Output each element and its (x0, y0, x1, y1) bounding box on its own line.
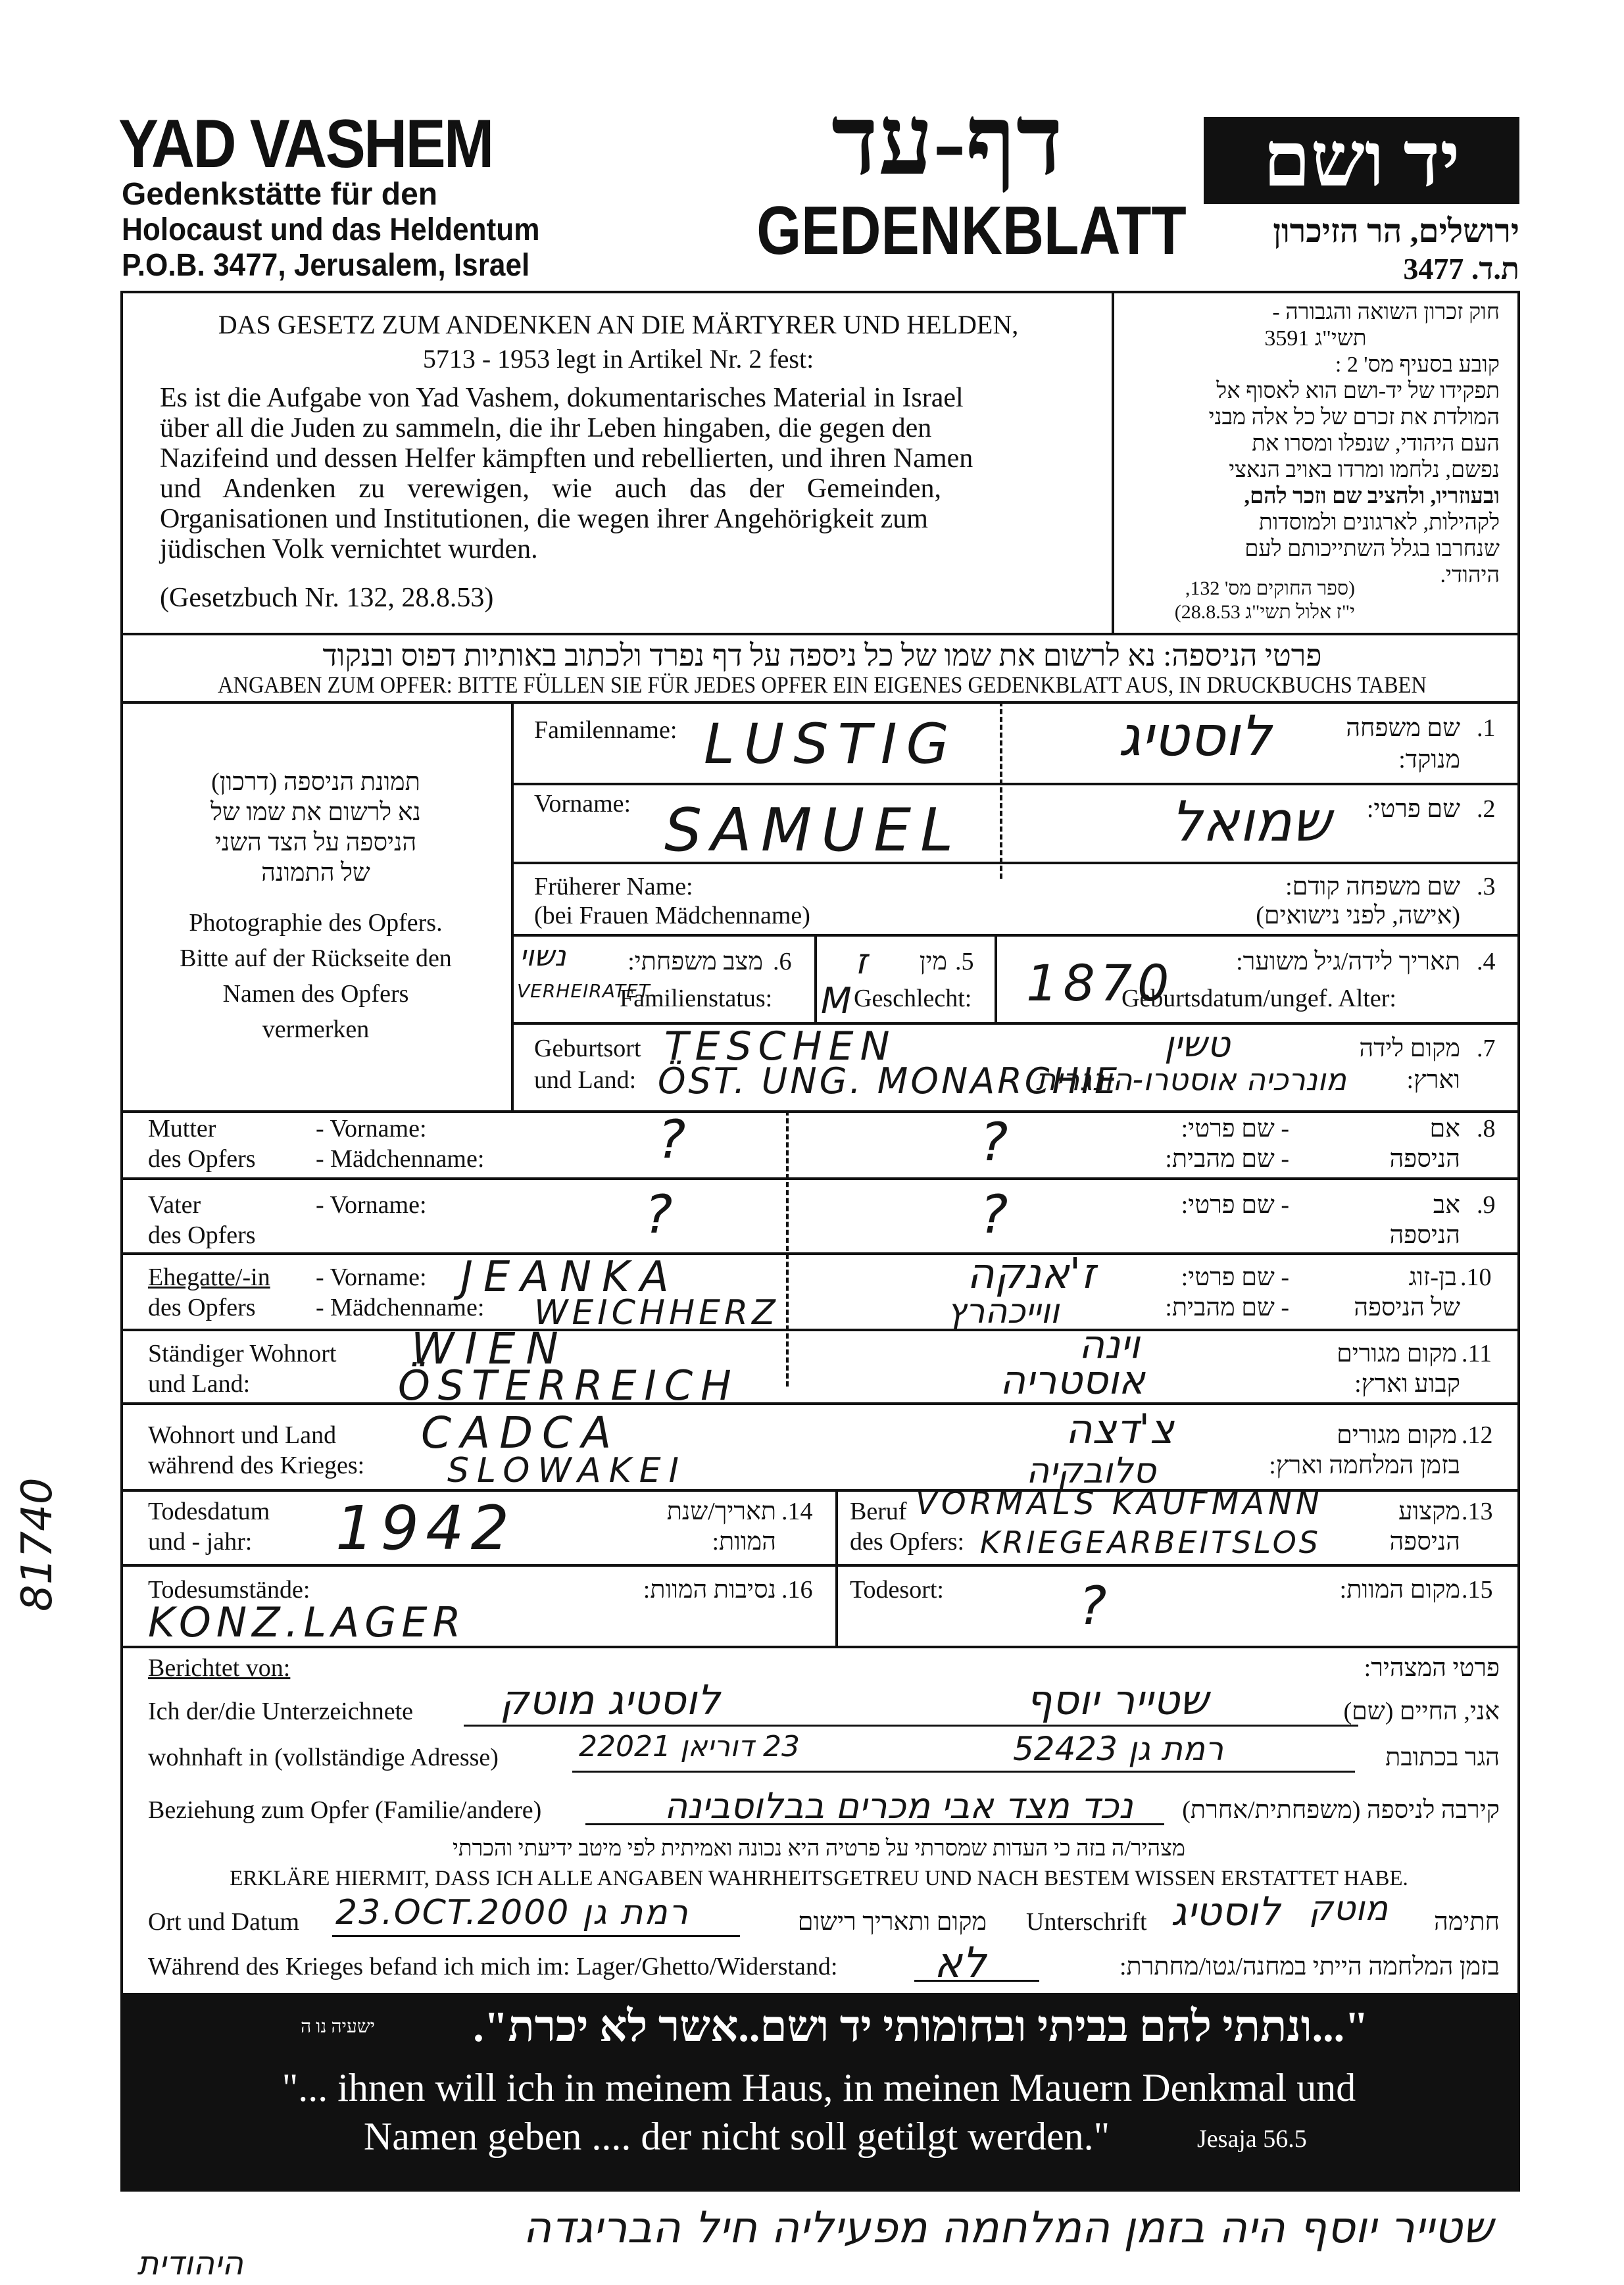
field-11-value-country-he[interactable]: אוסטריה (1000, 1358, 1145, 1404)
field-15-label-he: מקום המוות: (1339, 1576, 1460, 1604)
field-14-value[interactable]: 1942 (335, 1493, 516, 1563)
field-12-value-place-he[interactable]: צ'דצה (1066, 1405, 1174, 1453)
footer-german-line-1: "... ihnen will ich in meinem Haus, in meinen Mauern Denkmal und (282, 2066, 1356, 2109)
field-1-label-he2: מנוקד: (1398, 746, 1460, 774)
law-hebrew-citation-2: י"ז אלול תשי"ג 28.8.53) (1174, 601, 1355, 623)
field-7-value-country[interactable]: ÖST. UNG. MONARCHIE (658, 1060, 1120, 1102)
field-1-number: .1 (1477, 714, 1496, 742)
field-9-label-de1: Vater (148, 1191, 201, 1219)
reporter-lager-value[interactable]: לא (934, 1939, 987, 1988)
reporter-wohnhaft-value-left[interactable]: 23 דוריאן 22021 (579, 1730, 800, 1763)
photo-hebrew-line: נא לרשום את שמו של (210, 799, 421, 826)
rule (120, 1110, 1520, 1113)
law-line: Es ist die Aufgabe von Yad Vashem, dokumentarisches Material in Israel (160, 383, 964, 413)
field-7-label-he: מקום לידה (1359, 1035, 1460, 1062)
rule (572, 1771, 1355, 1773)
rule (464, 1725, 1358, 1727)
field-9-value-he[interactable]: ? (980, 1184, 1008, 1245)
field-8-sub2-he: - שם מהבית: (1165, 1145, 1289, 1173)
photo-german-line: vermerken (262, 1016, 370, 1043)
photo-german-line: Photographie des Opfers. (189, 909, 443, 937)
field-15-value[interactable]: ? (1079, 1575, 1107, 1636)
field-11-value-place-he[interactable]: וינה (1079, 1322, 1140, 1368)
field-10-sub2-de: - Mädchenname: (316, 1294, 485, 1321)
field-8-sub1-he: - שם פרטי: (1181, 1115, 1289, 1142)
field-7-label-he2: וארץ: (1406, 1066, 1460, 1094)
field-10-value-first[interactable]: JEANKA (460, 1253, 679, 1302)
rule (814, 934, 817, 1022)
rule (332, 1935, 740, 1937)
victim-header-hebrew: פרטי הניספה: נא לרשום את שמו של כל ניספה על דף נפרד ולכתוב באותיות דפוס ובנקוד (322, 639, 1322, 672)
photo-instructions-german (125, 905, 506, 1047)
field-1-value-he[interactable]: לוסטיג (1118, 704, 1272, 768)
field-13-label-de1: Beruf (850, 1498, 907, 1525)
field-3-label-he2: (אישה, לפני נישואים) (1256, 902, 1460, 929)
reporter-beziehung-label: Beziehung zum Opfer (Familie/andere) (148, 1796, 542, 1824)
title-hebrew: דף-עד (831, 87, 1064, 195)
law-hebrew-line: תפקידו של יד-ושם הוא לאסוף אל (1216, 379, 1500, 403)
law-line: über all die Juden zu sammeln, die ihr Leben hingaben, die gegen den (160, 413, 932, 443)
field-9-label-he2: הניספה (1389, 1221, 1460, 1249)
field-10-number: .10 (1460, 1264, 1492, 1291)
law-hebrew-line: חוק זכרון השואה והגבורה - (1272, 300, 1500, 324)
field-1-label-de: Familenname: (534, 716, 677, 744)
rule (835, 1489, 838, 1646)
field-4-number: .4 (1477, 948, 1496, 975)
law-citation: (Gesetzbuch Nr. 132, 28.8.53) (160, 583, 494, 613)
reporter-wohnhaft-he: הגר בכתובת (1385, 1744, 1500, 1771)
field-10-label-de2: des Opfers (148, 1294, 256, 1321)
footer-hebrew-quote: "...ונתתי להם בביתי ובחומותי יד ושם..אשר לא יכרת". (473, 2003, 1369, 2051)
field-10-value-first-he[interactable]: ז'אנקה (967, 1250, 1096, 1298)
field-15-label-de: Todesort: (850, 1576, 944, 1604)
title-german: GEDENKBLATT (756, 193, 1187, 269)
reporter-lager-label: Während des Krieges befand ich mich im: Lager/Ghetto/Widerstand: (148, 1953, 838, 1980)
field-5-label-he: מין (919, 948, 947, 975)
field-4-label-he: תאריך לידה/גיל משוער: (1236, 948, 1460, 975)
reporter-ich-value-left[interactable]: לוסטיג מוטק (500, 1676, 720, 1724)
field-4-label-de: Geburtsdatum/ungef. Alter: (1121, 985, 1396, 1012)
reporter-ich-label: Ich der/die Unterzeichnete (148, 1698, 413, 1725)
photo-hebrew-line: תמונת הניספה (דרכון) (211, 768, 420, 796)
field-9-sub1-he: - שם פרטי: (1181, 1191, 1289, 1219)
field-1-value-de[interactable]: LUSTIG (704, 712, 958, 776)
reporter-berichtet-he: פרטי המצהיר: (1364, 1654, 1500, 1682)
field-12-value-country[interactable]: SLOWAKEI (447, 1451, 687, 1490)
field-14-label-he2: המוות: (712, 1528, 776, 1556)
law-hebrew-line: ובעוזריו, ולהציב שם וזכר להם, (1244, 484, 1500, 508)
law-hebrew-line: היהודי. (1440, 563, 1500, 587)
law-line: Nazifeind und dessen Helfer kämpften und rebellierten, und ihren Namen (160, 443, 973, 474)
field-8-label-he2: הניספה (1389, 1145, 1460, 1173)
reporter-signature-he: חתימה (1433, 1908, 1500, 1936)
law-hebrew-line: נפשם, נלחמו ומרדו באויב הנאצי (1229, 458, 1500, 482)
field-2-value-he[interactable]: שמואל (1171, 789, 1331, 854)
rule (511, 783, 1520, 785)
field-16-label-de: Todesumstände: (148, 1576, 310, 1604)
field-13-label-de2: des Opfers: (850, 1528, 965, 1556)
field-9-label-de2: des Opfers (148, 1221, 256, 1249)
field-11-value-country[interactable]: ÖSTERREICH (398, 1362, 739, 1410)
reporter-ich-he: אני, החיים (שם) (1343, 1698, 1500, 1725)
field-2-number: .2 (1477, 795, 1496, 823)
law-title: DAS GESETZ ZUM ANDENKEN AN DIE MÄRTYRER UND HELDEN, (218, 310, 1019, 339)
field-11-label-he2: קבוע וארץ: (1354, 1370, 1460, 1398)
field-8-label-de2: des Opfers (148, 1145, 256, 1173)
field-7-label-de2: und Land: (534, 1066, 637, 1094)
rule (786, 1110, 789, 1387)
law-hebrew-line: קובע בסעיף מס' 2 : (1335, 353, 1500, 377)
reporter-beziehung-he: קירבה לניספה (משפחתית/אחרת) (1182, 1796, 1500, 1824)
field-6-label-he: מצב משפחתי: (627, 948, 763, 975)
field-15-number: .15 (1462, 1576, 1493, 1604)
field-3-label-de: Früherer Name: (534, 873, 693, 900)
rule (120, 1177, 1520, 1180)
field-3-label-de2: (bei Frauen Mädchenname) (534, 902, 810, 929)
reporter-ich-value-right[interactable]: שטייר יוסף (1026, 1676, 1209, 1724)
field-5-number: .5 (955, 948, 974, 975)
field-14-label-de1: Todesdatum (148, 1498, 270, 1525)
field-10-value-maiden-he[interactable]: ווייכהרץ (947, 1292, 1060, 1331)
photo-german-line: Namen des Opfers (222, 980, 409, 1008)
org-line-1: Gedenkstätte für den (122, 177, 438, 212)
field-11-label-he1: מקום מגורים (1337, 1340, 1457, 1367)
law-hebrew-line: תשי"ג 3591 (1264, 326, 1367, 351)
field-1-label-he: שם משפחה (1346, 714, 1460, 742)
rule (511, 1022, 1520, 1025)
rule (120, 633, 1520, 635)
field-12-label-de1: Wohnort und Land (148, 1421, 337, 1449)
field-13-label-he2: הניספה (1389, 1528, 1460, 1556)
rule (995, 934, 997, 1022)
photo-german-line: Bitte auf der Rückseite den (180, 945, 452, 972)
law-line: Organisationen und Institutionen, die wegen ihrer Angehörigkeit zum (160, 504, 928, 534)
field-6-value-de[interactable]: VERHEIRATET (517, 980, 651, 1002)
law-line: und Andenken zu verewigen, wie auch das der Gemeinden, (160, 474, 941, 504)
field-6-label-de: Familienstatus: (620, 985, 773, 1012)
field-2-label-de: Vorname: (534, 790, 631, 818)
declaration-hebrew: מצהיר/ה בזה כי העדות שמסרתי על פרטיה היא נכונה ואמיתית לפי מיטב ידיעתי והכרתי (452, 1836, 1186, 1861)
field-8-value-he[interactable]: ? (980, 1112, 1008, 1173)
reporter-lager-he: בזמן המלחמה הייתי במחנה/גטו/מחתרת: (1119, 1953, 1500, 1980)
org-line-2: Holocaust und das Heldentum (122, 212, 540, 247)
field-8-label-he1: אם (1429, 1115, 1460, 1142)
field-14-label-de2: und - jahr: (148, 1528, 253, 1556)
field-6-number: .6 (773, 948, 792, 975)
rule (511, 862, 1520, 864)
field-10-sub1-de: - Vorname: (316, 1264, 427, 1291)
field-13-value-line1[interactable]: VORMALS KAUFMANN (916, 1485, 1323, 1522)
photo-hebrew-line: של התמונה (261, 859, 370, 887)
logo-hebrew: יד ושם (1204, 117, 1519, 204)
law-body (160, 383, 1068, 564)
law-hebrew (1131, 299, 1500, 589)
field-12-label-de2: während des Krieges: (148, 1452, 365, 1479)
org-name: YAD VASHEM (118, 106, 493, 182)
reporter-ort-he: מקום ותאריך רישום (797, 1908, 987, 1936)
field-9-sub1-de: - Vorname: (316, 1191, 427, 1219)
law-hebrew-line: לקהילות, לארגונים ולמוסדות (1258, 510, 1500, 535)
field-14-number: .14 (781, 1498, 813, 1525)
field-9-value-de[interactable]: ? (645, 1184, 673, 1245)
law-hebrew-citation-1: (ספר החוקים מס' 132, (1185, 577, 1355, 599)
field-12-value-place[interactable]: CADCA (421, 1408, 621, 1458)
field-8-number: .8 (1477, 1115, 1496, 1142)
footer-german-line-2: Namen geben .... der nicht soll getilgt werden." (363, 2115, 1110, 2158)
photo-instructions-hebrew (125, 767, 506, 888)
field-12-label-he2: בזמן המלחמה וארץ: (1269, 1452, 1460, 1479)
field-10-value-maiden[interactable]: WEICHHERZ (534, 1293, 779, 1333)
field-9-number: .9 (1477, 1191, 1496, 1219)
bottom-note-line-2: היהודית (137, 2244, 243, 2282)
field-13-number: .13 (1462, 1498, 1493, 1525)
reporter-signature-he-value[interactable]: מוטק (1309, 1889, 1389, 1929)
reporter-unterschrift-value[interactable]: לוסטיג (1171, 1889, 1281, 1935)
field-6-value-he[interactable]: נשוי (520, 939, 566, 973)
field-5-value-he[interactable]: ז (855, 941, 868, 982)
field-11-label-de2: und Land: (148, 1370, 251, 1398)
field-16-value[interactable]: KONZ.LAGER (148, 1598, 466, 1646)
field-10-sub2-he: - שם מהבית: (1165, 1294, 1289, 1321)
field-16-number: .16 (781, 1576, 813, 1604)
field-7-value-place[interactable]: TESCHEN (664, 1023, 897, 1069)
rule (120, 1646, 1520, 1648)
field-2-label-he: שם פרטי: (1366, 795, 1460, 823)
field-4-value[interactable]: 1870 (1026, 954, 1175, 1012)
field-8-sub2-de: - Mädchenname: (316, 1145, 485, 1173)
field-7-value-country-he[interactable]: מונרכיה אוסטרו-הונגרית (1036, 1062, 1346, 1097)
law-line: jüdischen Volk vernichtet wurden. (160, 534, 538, 564)
field-12-value-country-he[interactable]: סלובקיה (1026, 1450, 1156, 1491)
rule (120, 1564, 1520, 1567)
field-8-sub1-de: - Vorname: (316, 1115, 427, 1142)
rule (120, 1252, 1520, 1255)
reporter-ort-label: Ort und Datum (148, 1908, 300, 1936)
address-hebrew-2: ת.ד. 3477 (1403, 252, 1519, 285)
field-14-label-he1: תאריך/שנת (666, 1498, 776, 1525)
rule (511, 701, 514, 1112)
field-11-value-place[interactable]: WIEN (411, 1323, 569, 1374)
field-16-label-he: נסיבות המוות: (643, 1576, 776, 1604)
law-hebrew-line: שנחרבו בגלל השתייכותם לעם (1244, 537, 1500, 561)
margin-number: 81740 (13, 1477, 62, 1611)
declaration-german: ERKLÄRE HIERMIT, DASS ICH ALLE ANGABEN WAHRHEITSGETREU UND NACH BESTEM WISSEN ERSTATTET HABE. (230, 1867, 1408, 1890)
victim-header-german: ANGABEN ZUM OPFER: BITTE FÜLLEN SIE FÜR JEDES OPFER EIN EIGENES GEDENKBLATT AUS, IN DRUCKBUCHS TABEN (218, 672, 1427, 698)
field-7-label-de: Geburtsort (534, 1035, 641, 1062)
law-divider (1112, 291, 1114, 633)
rule (120, 701, 1520, 704)
bottom-note-line-1: שטייר יוסף היה בזמן המלחמה מפעיליה חיל הבריגדה (523, 2202, 1493, 2253)
address-hebrew-1: ירושלים, הר הזיכרון (1273, 212, 1519, 249)
field-13-label-he1: מקצוע (1398, 1498, 1460, 1525)
footer-hebrew-source: ישעיה נו ה (301, 2017, 375, 2037)
field-5-value-de[interactable]: M (821, 980, 852, 1021)
field-8-label-de1: Mutter (148, 1115, 216, 1142)
rule (120, 1402, 1520, 1405)
rule (1000, 701, 1002, 879)
law-subtitle: 5713 - 1953 legt in Artikel Nr. 2 fest: (422, 344, 814, 374)
law-hebrew-line: העם היהודי, שנפלו ומסרו את (1252, 431, 1500, 456)
field-9-label-he1: אב (1433, 1191, 1460, 1219)
reporter-berichtet: Berichtet von: (148, 1654, 291, 1682)
photo-hebrew-line: הניספה על הצד השני (214, 829, 417, 856)
field-2-value-de[interactable]: SAMUEL (664, 796, 963, 865)
footer-german-source: Jesaja 56.5 (1197, 2125, 1307, 2153)
field-12-label-he1: מקום מגורים (1337, 1421, 1457, 1449)
field-10-label-de1: Ehegatte/-in (148, 1264, 270, 1291)
rule (511, 934, 1520, 937)
field-7-number: .7 (1477, 1035, 1496, 1062)
field-3-number: .3 (1477, 873, 1496, 900)
field-12-number: .12 (1462, 1421, 1493, 1449)
field-10-label-he2: של הניספה (1354, 1294, 1460, 1321)
field-10-label-he1: בן-זוג (1408, 1264, 1457, 1291)
reporter-wohnhaft-value-right[interactable]: רמת גן 52423 (1013, 1730, 1224, 1768)
field-3-label-he: שם משפחה קודם: (1285, 873, 1460, 900)
field-10-sub1-he: - שם פרטי: (1181, 1264, 1289, 1291)
field-11-number: .11 (1462, 1340, 1492, 1367)
law-hebrew-line: המולדת את זכרם של כל אלה מבני (1208, 405, 1500, 430)
org-line-3: P.O.B. 3477, Jerusalem, Israel (122, 248, 530, 283)
field-8-value-de[interactable]: ? (658, 1109, 686, 1170)
rule (120, 1329, 1520, 1331)
field-11-label-de1: Ständiger Wohnort (148, 1340, 337, 1367)
field-7-value-place-he[interactable]: טשין (1164, 1023, 1231, 1065)
field-13-value-line2[interactable]: KRIEGEARBEITSLOS (980, 1525, 1321, 1560)
field-5-label-de: Geschlecht: (854, 985, 972, 1012)
reporter-unterschrift-label: Unterschrift (1026, 1908, 1147, 1936)
reporter-ort-value[interactable]: 23.OCT.2000 רמת גן (335, 1893, 689, 1932)
reporter-wohnhaft-label: wohnhaft in (vollständige Adresse) (148, 1744, 499, 1771)
reporter-beziehung-value[interactable]: נכד מצד אבי מכרים בבלוסבינה (664, 1785, 1133, 1827)
